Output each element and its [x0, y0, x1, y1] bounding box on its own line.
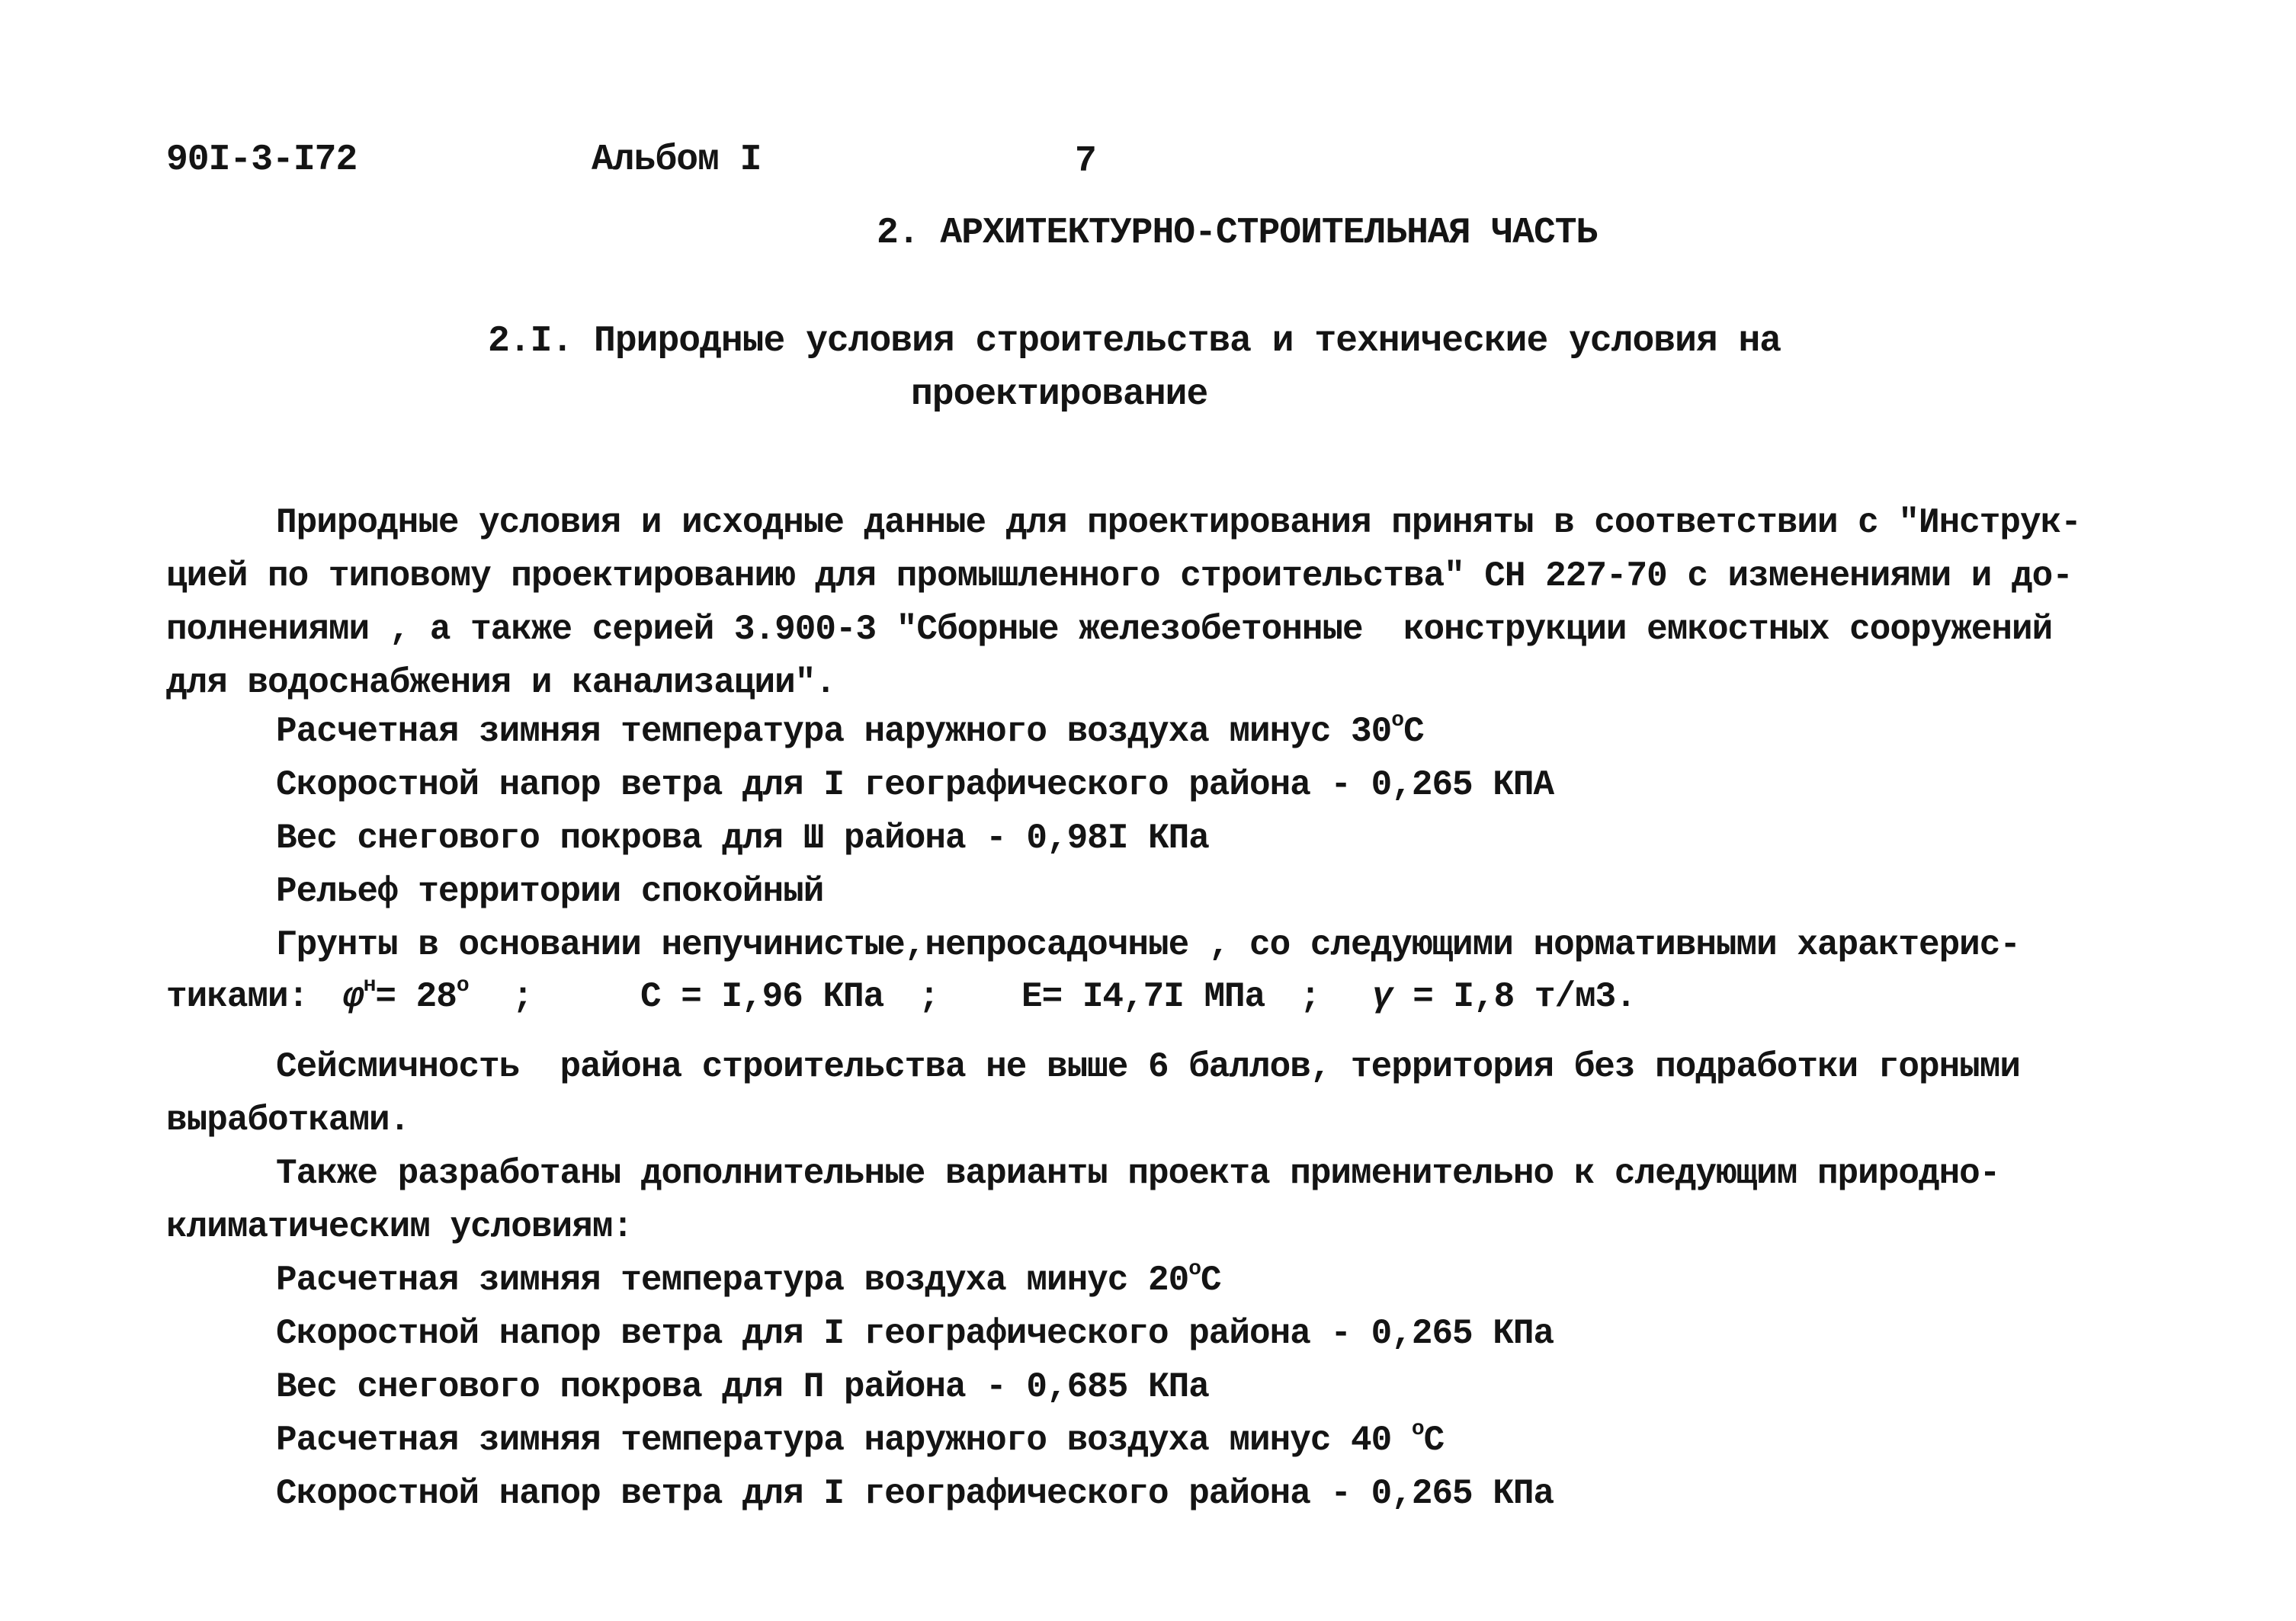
separator: ;	[919, 977, 939, 1017]
document-code: 90I-3-I72	[166, 139, 358, 181]
winter-temperature: Расчетная зимняя температура наружного воздуха минус $30^оС$	[276, 709, 1424, 751]
section-title: 2. АРХИТЕКТУРНО-СТРОИТЕЛЬНАЯ ЧАСТЬ	[877, 213, 1598, 254]
separator: ;	[512, 977, 533, 1017]
variant-wind: Скоростной напор ветра для I географического района - 0,265 КПа	[276, 1314, 1554, 1354]
terrain-relief: Рельеф территории спокойный	[276, 872, 824, 911]
subsection-number: 2.I.	[488, 321, 573, 362]
phi-symbol: φ	[343, 977, 364, 1017]
variant-temperature-20: Расчетная зимняя температура воздуха минус $20^оС$	[276, 1257, 1221, 1300]
seismic-line: выработками.	[166, 1100, 410, 1140]
subsection-title-line1: Природные условия строительства и технические условия на	[594, 321, 1781, 362]
intro-line: цией по типовому проектированию для промышленного строительства" СН 227-70 с изменениями и до-	[166, 556, 2073, 596]
page-number: 7	[1075, 141, 1096, 182]
cohesion-value: С = I,96 КПа	[640, 977, 884, 1017]
snow-load: Вес снегового покрова для Ш района - 0,98I КПа	[276, 819, 1209, 858]
variants-intro: Также разработаны дополнительные варианты проекта применительно к следующим природно-	[276, 1154, 2000, 1193]
separator: ;	[1300, 977, 1320, 1017]
variant-snow: Вес снегового покрова для П района - 0,685 КПа	[276, 1367, 1209, 1407]
soil-characteristics-prefix: тиками:	[166, 977, 309, 1017]
variant-wind-2: Скоростной напор ветра для I географического района - 0,265 КПа	[276, 1474, 1554, 1514]
variants-intro: климатическим условиям:	[166, 1207, 633, 1247]
friction-angle: $\varphi^н= 28^о$	[343, 974, 469, 1017]
variant-temperature-40: Расчетная зимняя температура наружного воздуха минус 40 $^о$С	[276, 1418, 1445, 1460]
subsection-title	[488, 320, 1781, 363]
gamma-symbol: γ	[1372, 977, 1393, 1017]
degree-mark: о	[1391, 709, 1404, 732]
modulus-value: Е= I4,7I МПа	[1021, 977, 1265, 1017]
soils-line: Грунты в основании непучинистые,непросадочные , со следующими нормативными характерис-	[276, 925, 2020, 965]
album-label: Альбом I	[592, 139, 762, 181]
seismic-line: Сейсмичность района строительства не выше 6 баллов, территория без подработки горными	[276, 1047, 2020, 1087]
wind-pressure: Скоростной напор ветра для I географического района - 0,265 КПА	[276, 765, 1554, 805]
intro-line: для водоснабжения и канализации".	[166, 663, 835, 703]
subsection-title-line2: проектирование	[911, 374, 1208, 415]
density-value: γ = I,8 т/м3.	[1372, 977, 1636, 1017]
intro-line: Природные условия и исходные данные для проектирования приняты в соответствии с "Инструк-	[276, 503, 2081, 543]
intro-line: полнениями , а также серией 3.900-3 "Сборные железобетонные конструкции емкостных сооружений	[166, 610, 2053, 649]
